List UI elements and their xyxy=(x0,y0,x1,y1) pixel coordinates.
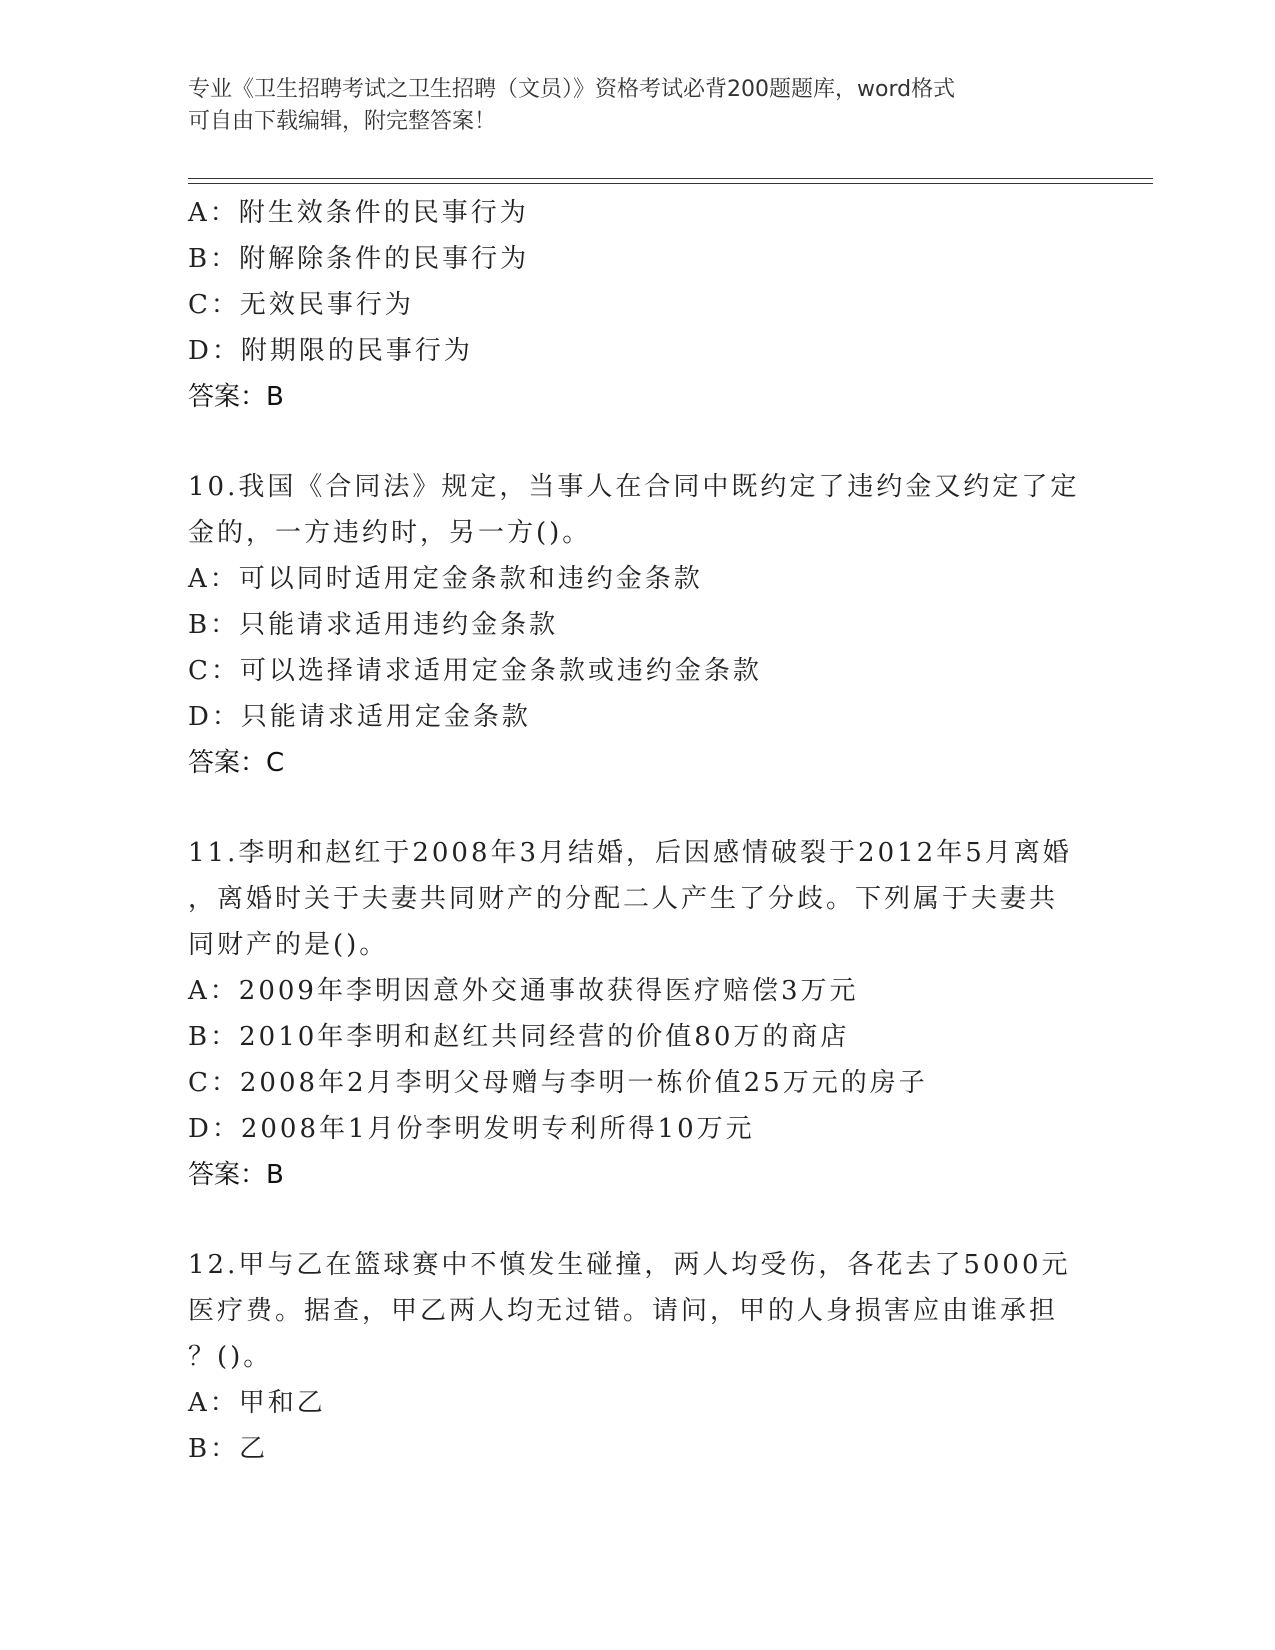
option-c: C：可以选择请求适用定金条款或违约金条款 xyxy=(188,656,762,686)
header-rule-top xyxy=(188,178,1153,179)
header-rule-bottom xyxy=(188,183,1153,184)
option-b: B：乙 xyxy=(188,1434,269,1464)
option-d: D：附期限的民事行为 xyxy=(188,336,473,366)
option-a: A：附生效条件的民事行为 xyxy=(188,198,529,228)
question-12 xyxy=(188,1242,1078,1472)
option-d: D：只能请求适用定金条款 xyxy=(188,702,531,732)
option-c: C：2008年2月李明父母赠与李明一栋价值25万元的房子 xyxy=(188,1068,928,1098)
question-text-line: 医疗费。据查，甲乙两人均无过错。请问，甲的人身损害应由谁承担 xyxy=(188,1296,1059,1326)
question-10 xyxy=(188,464,1078,786)
option-b: B：只能请求适用违约金条款 xyxy=(188,610,559,640)
question-text-line: ，离婚时关于夫妻共同财产的分配二人产生了分歧。下列属于夫妻共 xyxy=(188,884,1059,914)
document-header xyxy=(188,74,1068,138)
option-a: A：2009年李明因意外交通事故获得医疗赔偿3万元 xyxy=(188,976,859,1006)
question-text-line: ？()。 xyxy=(188,1342,273,1372)
answer: 答案：B xyxy=(188,382,284,412)
question-9-tail xyxy=(188,190,1078,420)
question-text-line: 11.李明和赵红于2008年3月结婚，后因感情破裂于2012年5月离婚 xyxy=(188,838,1072,868)
answer: 答案：C xyxy=(188,748,285,778)
option-d: D：2008年1月份李明发明专利所得10万元 xyxy=(188,1114,755,1144)
question-text-line: 金的，一方违约时，另一方()。 xyxy=(188,518,592,548)
question-text-line: 10.我国《合同法》规定，当事人在合同中既约定了违约金又约定了定 xyxy=(188,472,1080,502)
option-c: C：无效民事行为 xyxy=(188,290,414,320)
answer: 答案：B xyxy=(188,1160,284,1190)
option-a: A：可以同时适用定金条款和违约金条款 xyxy=(188,564,703,594)
question-11 xyxy=(188,830,1078,1198)
question-text-line: 同财产的是()。 xyxy=(188,930,389,960)
option-b: B：2010年李明和赵红共同经营的价值80万的商店 xyxy=(188,1022,850,1052)
option-a: A：甲和乙 xyxy=(188,1388,326,1418)
header-line-1: 专业《卫生招聘考试之卫生招聘（文员）》资格考试必背200题题库，word格式 xyxy=(188,77,956,102)
header-line-2: 可自由下载编辑，附完整答案！ xyxy=(188,109,497,134)
question-list xyxy=(188,190,1078,1472)
question-text-line: 12.甲与乙在篮球赛中不慎发生碰撞，两人均受伤，各花去了5000元 xyxy=(188,1250,1071,1280)
option-b: B：附解除条件的民事行为 xyxy=(188,244,530,274)
